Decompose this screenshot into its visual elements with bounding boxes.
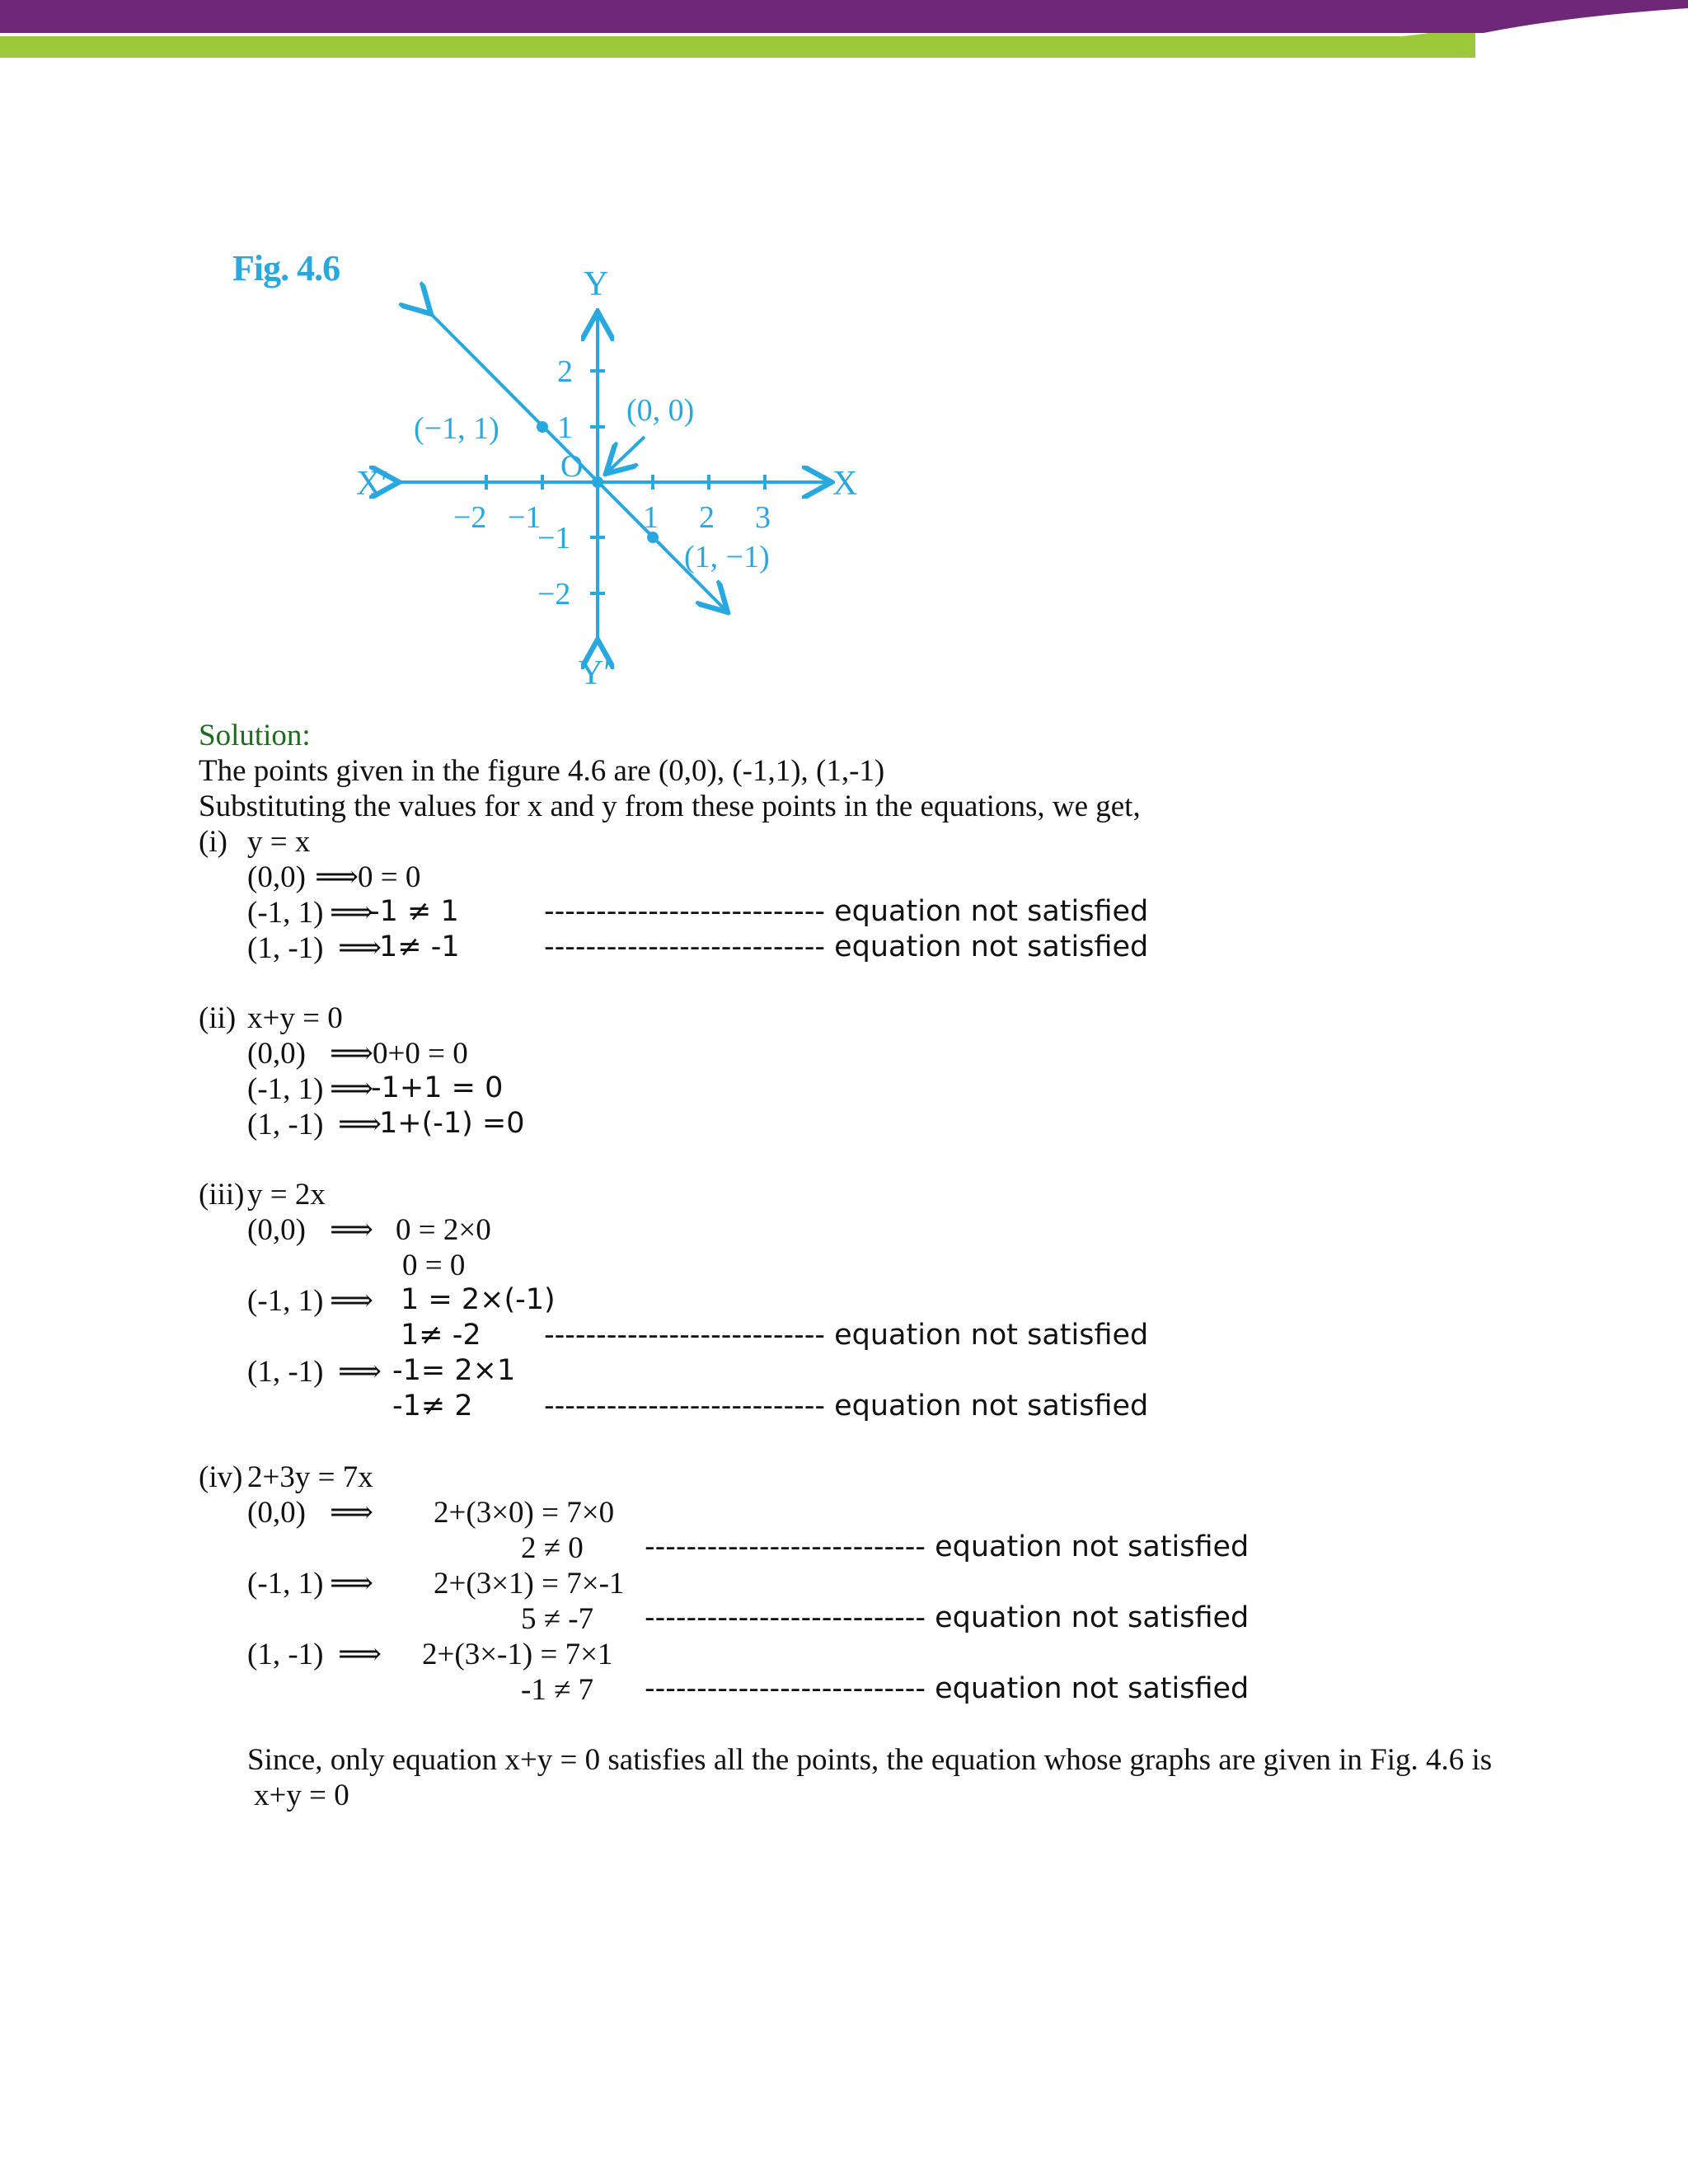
y-tick-label: −1 — [537, 521, 571, 555]
case-iv-point: (1, -1) — [247, 1638, 324, 1671]
case-ii-point: (1, -1) — [247, 1108, 324, 1141]
case-iii-point: (1, -1) — [247, 1355, 324, 1389]
implies-arrow: ⟹ — [330, 1072, 374, 1106]
case-iv-step: 2+(3×1) = 7×-1 — [434, 1567, 625, 1601]
not-satisfied-note: --------------------------- equation not satisfied — [544, 1319, 1149, 1352]
y-tick-label: −2 — [537, 577, 571, 612]
y-neg-axis-label: Y′ — [579, 654, 612, 692]
x-tick-label: −1 — [508, 500, 542, 535]
case-iii-step: -1= 2×1 — [392, 1354, 516, 1387]
y-tick-label: 1 — [557, 410, 573, 445]
implies-arrow: ⟹ — [338, 1355, 382, 1389]
case-i-point: (-1, 1) — [247, 896, 324, 930]
case-iv-step: -1 ≠ 7 — [521, 1673, 594, 1707]
case-i-equation: y = x — [247, 825, 311, 859]
case-ii-label: (ii) — [199, 1001, 237, 1035]
implies-arrow: ⟹ — [330, 1496, 374, 1530]
x-tick-label: 3 — [755, 500, 771, 535]
case-iv-step: 2+(3×-1) = 7×1 — [422, 1638, 613, 1671]
conclusion-text: Since, only equation x+y = 0 satisfies all the points, the equation whose graphs are given in Fig. 4.6 is — [247, 1743, 1493, 1777]
implies-arrow: ⟹ — [330, 896, 374, 930]
implies-arrow: ⟹ — [330, 1284, 374, 1318]
case-iii-step: -1≠ 2 — [392, 1390, 473, 1422]
implies-arrow: ⟹ — [338, 1638, 382, 1671]
x-tick-label: 1 — [643, 500, 659, 535]
case-iii-step: 0 = 2×0 — [396, 1213, 491, 1247]
x-neg-axis-label: X′ — [356, 465, 389, 503]
implies-arrow: ⟹ — [330, 1567, 374, 1601]
implies-arrow: ⟹ — [330, 1213, 374, 1247]
case-iii-point: (-1, 1) — [247, 1284, 324, 1318]
case-iii-equation: y = 2x — [247, 1178, 326, 1212]
case-ii-equation: x+y = 0 — [247, 1001, 343, 1035]
implies-arrow: ⟹ — [315, 860, 359, 894]
case-iv-step: 2+(3×0) = 7×0 — [434, 1496, 615, 1530]
case-ii-result: 1+(-1) =0 — [379, 1107, 525, 1140]
case-i-label: (i) — [199, 825, 227, 859]
x-axis-label: X — [832, 465, 858, 503]
banner-purple-stripe — [0, 0, 1688, 33]
case-i-result: 1≠ -1 — [379, 930, 460, 963]
case-ii-result: 0+0 = 0 — [373, 1037, 468, 1071]
not-satisfied-note: --------------------------- equation not satisfied — [645, 1601, 1250, 1634]
not-satisfied-note: --------------------------- equation not satisfied — [645, 1530, 1250, 1563]
header-banner — [0, 0, 1688, 66]
not-satisfied-note: --------------------------- equation not satisfied — [645, 1672, 1250, 1705]
case-i-point: (1, -1) — [247, 931, 324, 965]
point-label-neg1-1: (−1, 1) — [414, 411, 499, 446]
implies-arrow: ⟹ — [330, 1037, 374, 1071]
figure-title: Fig. 4.6 — [232, 248, 340, 288]
y-axis-label: Y — [584, 265, 609, 303]
conclusion-answer: x+y = 0 — [254, 1779, 349, 1812]
case-iii-step: 1 = 2×(-1) — [401, 1283, 556, 1316]
case-iii-step: 1≠ -2 — [401, 1319, 481, 1352]
x-tick-label: −2 — [453, 500, 487, 535]
point-origin — [592, 476, 603, 488]
case-iv-step: 5 ≠ -7 — [521, 1602, 594, 1636]
y-tick-label: 2 — [557, 354, 573, 389]
not-satisfied-note: --------------------------- equation not satisfied — [544, 930, 1149, 963]
point-label-origin: (0, 0) — [626, 393, 695, 428]
case-iv-equation: 2+3y = 7x — [247, 1460, 373, 1494]
case-i-result: 0 = 0 — [358, 860, 421, 894]
origin-pointer-arrow — [608, 437, 645, 471]
case-iii-step: 0 = 0 — [402, 1249, 466, 1282]
case-iv-point: (-1, 1) — [247, 1567, 324, 1601]
x-tick-label: 2 — [699, 500, 715, 535]
not-satisfied-note: --------------------------- equation not satisfied — [544, 895, 1149, 928]
point-neg1-1 — [537, 421, 548, 433]
solution-heading: Solution: — [199, 719, 311, 752]
solution-intro-substitution: Substituting the values for x and y from these points in the equations, we get, — [199, 790, 1141, 823]
origin-label: O — [560, 449, 584, 484]
case-iii-point: (0,0) — [247, 1213, 306, 1247]
not-satisfied-note: --------------------------- equation not satisfied — [544, 1390, 1149, 1422]
case-iv-label: (iv) — [199, 1460, 243, 1494]
case-ii-point: (-1, 1) — [247, 1072, 324, 1106]
case-i-result: -1 ≠ 1 — [369, 895, 459, 928]
case-ii-result: -1+1 = 0 — [371, 1071, 504, 1104]
point-label-1-neg1: (1, −1) — [684, 540, 770, 574]
solution-intro-points: The points given in the figure 4.6 are (0,0), (-1,1), (1,-1) — [199, 754, 885, 788]
case-iii-label: (iii) — [199, 1178, 245, 1212]
case-iv-step: 2 ≠ 0 — [521, 1531, 584, 1565]
implies-arrow: ⟹ — [338, 1108, 382, 1141]
case-ii-point: (0,0) — [247, 1037, 306, 1071]
coordinate-graph — [346, 255, 882, 701]
case-i-point: (0,0) — [247, 860, 306, 894]
implies-arrow: ⟹ — [338, 931, 382, 965]
case-iv-point: (0,0) — [247, 1496, 306, 1530]
